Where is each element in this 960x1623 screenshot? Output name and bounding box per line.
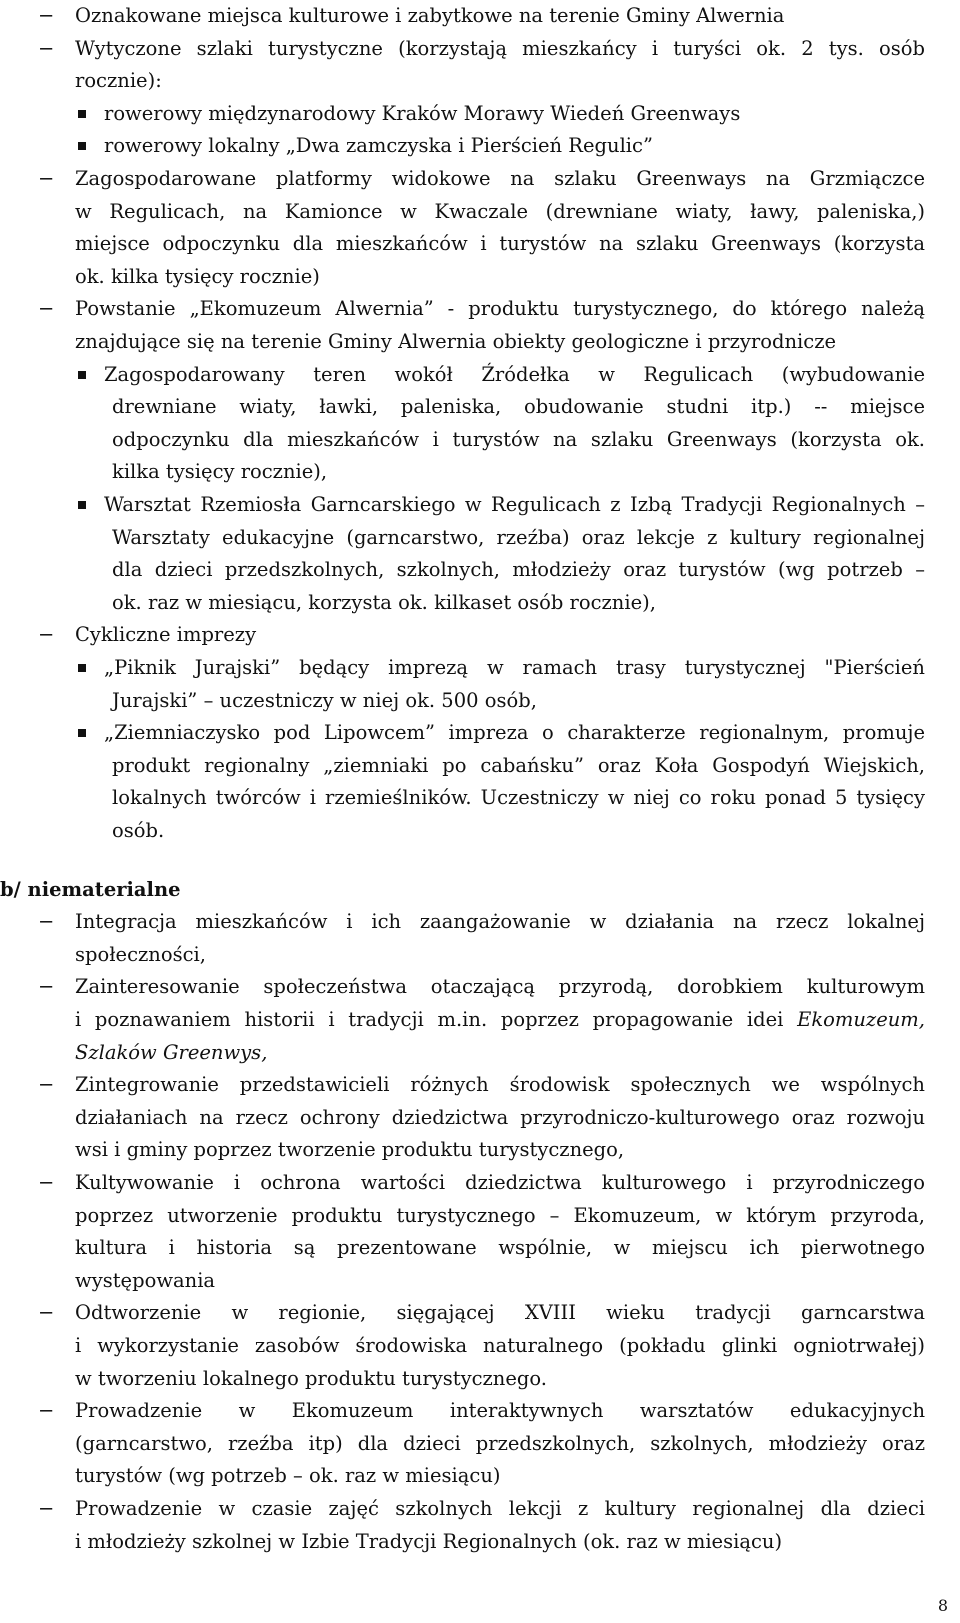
line-text: Prowadzenie w czasie zajęć szkolnych lekcji z kultury regionalnej dla dzieci bbox=[75, 1497, 925, 1521]
text-line bbox=[0, 717, 960, 749]
dash-bullet-marker: − bbox=[38, 36, 55, 60]
text-line bbox=[0, 971, 960, 1003]
line-text: odpoczynku dla mieszkańców i turystów na szlaku Greenways (korzysta ok. bbox=[112, 427, 925, 451]
line-text: Zainteresowanie społeczeństwa otaczającą przyrodą, dorobkiem kulturowym bbox=[75, 975, 925, 999]
square-bullet-icon bbox=[78, 371, 86, 379]
line-text: ok. kilka tysięcy rocznie) bbox=[75, 264, 320, 288]
text-line bbox=[0, 1493, 960, 1525]
text-line bbox=[0, 1395, 960, 1427]
square-bullet-icon bbox=[78, 142, 86, 150]
dash-bullet-marker: − bbox=[38, 1171, 55, 1195]
line-text: Kultywowanie i ochrona wartości dziedzictwa kulturowego i przyrodniczego bbox=[75, 1171, 925, 1195]
line-text: kilka tysięcy rocznie), bbox=[112, 460, 328, 484]
text-line bbox=[0, 906, 960, 938]
line-text: występowania bbox=[75, 1268, 216, 1292]
text-line bbox=[0, 1200, 960, 1232]
square-bullet-icon bbox=[78, 664, 86, 672]
line-text: produkt regionalny „ziemniaki po cabańsku” oraz Koła Gospodyń Wiejskich, bbox=[112, 753, 925, 777]
line-text: rowerowy międzynarodowy Kraków Morawy Wiedeń Greenways bbox=[104, 101, 741, 125]
text-line bbox=[0, 196, 960, 228]
section-heading bbox=[0, 874, 960, 906]
dash-bullet-marker: − bbox=[38, 623, 55, 647]
line-text: ok. raz w miesiącu, korzysta ok. kilkaset osób rocznie), bbox=[112, 590, 656, 614]
line-text: i wykorzystanie zasobów środowiska naturalnego (pokładu glinki ogniotrwałej) bbox=[75, 1334, 925, 1358]
dash-bullet-marker: − bbox=[38, 167, 55, 190]
line-text: Zagospodarowany teren wokół Źródełka w Regulicach (wybudowanie bbox=[104, 362, 925, 386]
line-text: Prowadzenie w Ekomuzeum interaktywnych warsztatów edukacyjnych bbox=[75, 1399, 925, 1423]
line-text: rocznie): bbox=[75, 69, 162, 93]
dash-bullet-marker: − bbox=[38, 1497, 55, 1521]
text-line bbox=[0, 1232, 960, 1264]
text-line bbox=[0, 0, 960, 32]
line-text: znajdujące się na terenie Gminy Alwernia obiekty geologiczne i przyrodnicze bbox=[75, 330, 837, 353]
dash-bullet-marker: − bbox=[38, 910, 55, 934]
text-line bbox=[0, 652, 960, 684]
square-bullet-icon bbox=[78, 729, 86, 737]
text-line bbox=[0, 130, 960, 162]
line-text: dla dzieci przedszkolnych, szkolnych, młodzieży oraz turystów (wg potrzeb – bbox=[112, 558, 925, 582]
line-text: poprzez utworzenie produktu turystycznego – Ekomuzeum, w którym przyroda, bbox=[75, 1203, 925, 1227]
text-line bbox=[0, 98, 960, 130]
text-line bbox=[0, 489, 960, 521]
text-line bbox=[0, 1297, 960, 1329]
line-text bbox=[75, 1037, 267, 1069]
line-text: społeczności, bbox=[75, 942, 206, 966]
text-line bbox=[0, 619, 960, 651]
line-text: Warsztat Rzemiosła Garncarskiego w Regulicach z Izbą Tradycji Regionalnych – bbox=[104, 493, 925, 516]
text-line bbox=[0, 1428, 960, 1460]
line-text: i młodzieży szkolnej w Izbie Tradycji Regionalnych (ok. raz w miesiącu) bbox=[75, 1529, 783, 1553]
dash-bullet-marker: − bbox=[38, 975, 55, 999]
line-text: „Piknik Jurajski” będący imprezą w ramach trasy turystycznej "Pierścień bbox=[104, 656, 925, 679]
text-line bbox=[0, 163, 960, 195]
text-line bbox=[0, 326, 960, 358]
text-line bbox=[0, 228, 960, 260]
dash-bullet-marker: − bbox=[38, 1073, 55, 1097]
text-line bbox=[0, 1460, 960, 1492]
text-line bbox=[0, 293, 960, 325]
text-line bbox=[0, 1167, 960, 1199]
line-text: „Ziemniaczysko pod Lipowcem” impreza o charakterze regionalnym, promuje bbox=[104, 721, 925, 745]
text-line bbox=[0, 424, 960, 456]
line-text: Wytyczone szlaki turystyczne (korzystają mieszkańcy i turyści ok. 2 tys. osób bbox=[75, 36, 925, 60]
italic-text: Ekomuzeum, bbox=[797, 1008, 925, 1032]
text-line bbox=[0, 33, 960, 65]
text-line bbox=[0, 554, 960, 586]
line-text: Zagospodarowane platformy widokowe na szlaku Greenways na Grzmiączce bbox=[75, 167, 925, 190]
text-line bbox=[0, 1265, 960, 1297]
text-line bbox=[0, 750, 960, 782]
text-line bbox=[0, 685, 960, 717]
line-text: (garncarstwo, rzeźba itp) dla dzieci przedszkolnych, szkolnych, młodzieży oraz bbox=[75, 1431, 925, 1455]
line-text: Odtworzenie w regionie, sięgającej XVIII wieku tradycji garncarstwa bbox=[75, 1301, 925, 1325]
line-text: Powstanie „Ekomuzeum Alwernia” - produktu turystycznego, do którego należą bbox=[75, 297, 925, 321]
text-line bbox=[0, 65, 960, 97]
line-text: wsi i gminy poprzez tworzenie produktu turystycznego, bbox=[75, 1138, 625, 1162]
text-line bbox=[0, 782, 960, 814]
text-line bbox=[0, 1363, 960, 1395]
text-line bbox=[0, 261, 960, 293]
dash-bullet-marker: − bbox=[38, 1399, 55, 1423]
line-text: drewniane wiaty, ławki, paleniska, obudowanie studni itp.) -- miejsce bbox=[112, 395, 925, 419]
text-line bbox=[0, 1069, 960, 1101]
dash-bullet-marker: − bbox=[38, 297, 55, 321]
text-line bbox=[0, 1526, 960, 1558]
square-bullet-icon bbox=[78, 501, 86, 509]
text-line bbox=[0, 1102, 960, 1134]
line-text: Oznakowane miejsca kulturowe i zabytkowe na terenie Gminy Alwernia bbox=[75, 4, 785, 27]
line-text: i poznawaniem historii i tradycji m.in. poprzez propagowanie idei Ekomuzeum, bbox=[75, 1008, 925, 1032]
line-text: w Regulicach, na Kamionce w Kwaczale (drewniane wiaty, ławy, paleniska,) bbox=[75, 199, 925, 223]
line-text: turystów (wg potrzeb – ok. raz w miesiącu) bbox=[75, 1464, 501, 1488]
text-line bbox=[0, 1004, 960, 1036]
line-text: Jurajski” – uczestniczy w niej ok. 500 osób, bbox=[112, 688, 537, 712]
text-line bbox=[0, 391, 960, 423]
text-line bbox=[0, 522, 960, 554]
line-text: działaniach na rzecz ochrony dziedzictwa przyrodniczo-kulturowego oraz rozwoju bbox=[75, 1105, 925, 1129]
line-text: miejsce odpoczynku dla mieszkańców i turystów na szlaku Greenways (korzysta bbox=[75, 232, 925, 256]
italic-text: Szlaków Greenwys, bbox=[75, 1040, 268, 1064]
line-text: lokalnych twórców i rzemieślników. Uczestniczy w niej co roku ponad 5 tysięcy bbox=[112, 786, 925, 810]
text-line bbox=[0, 815, 960, 847]
text-line bbox=[0, 456, 960, 488]
text-line bbox=[0, 587, 960, 619]
line-text: osób. bbox=[112, 819, 165, 842]
square-bullet-icon bbox=[78, 110, 86, 118]
line-text: Warsztaty edukacyjne (garncarstwo, rzeźba) oraz lekcje z kultury regionalnej bbox=[112, 525, 925, 549]
page-number: 8 bbox=[937, 1596, 948, 1615]
line-text: Integracja mieszkańców i ich zaangażowanie w działania na rzecz lokalnej bbox=[75, 910, 925, 934]
text-line bbox=[0, 359, 960, 391]
text-line bbox=[0, 939, 960, 971]
text-line bbox=[0, 1037, 960, 1069]
dash-bullet-marker: − bbox=[38, 4, 55, 27]
dash-bullet-marker: − bbox=[38, 1301, 55, 1325]
line-text: rowerowy lokalny „Dwa zamczyska i Pierścień Regulic” bbox=[104, 134, 653, 158]
line-text: Cykliczne imprezy bbox=[75, 623, 257, 647]
text-line bbox=[0, 1330, 960, 1362]
line-text: w tworzeniu lokalnego produktu turystycznego. bbox=[75, 1366, 547, 1390]
line-text: b/ niematerialne bbox=[0, 877, 181, 901]
line-text: kultura i historia są prezentowane wspólnie, w miejscu ich pierwotnego bbox=[75, 1236, 925, 1260]
text-line bbox=[0, 1134, 960, 1166]
line-text: Zintegrowanie przedstawicieli różnych środowisk społecznych we wspólnych bbox=[75, 1073, 925, 1097]
